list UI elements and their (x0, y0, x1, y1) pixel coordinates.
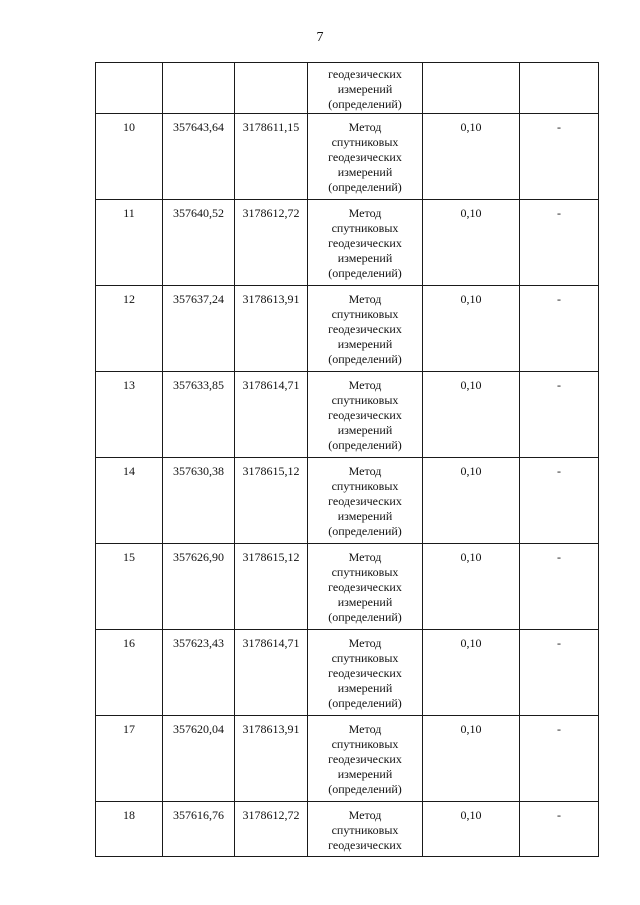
accuracy-cell: 0,10 (423, 200, 520, 286)
method-line: спутниковых (331, 565, 399, 579)
method-line: (определений) (328, 438, 402, 452)
point-number-cell (96, 63, 163, 114)
point-number-cell: 10 (96, 114, 163, 200)
note-cell: - (520, 802, 599, 857)
method-line: Метод (348, 206, 382, 220)
method-line: (определений) (328, 180, 402, 194)
point-number-cell: 15 (96, 544, 163, 630)
accuracy-cell: 0,10 (423, 286, 520, 372)
method-line: измерений (337, 595, 393, 609)
method-cell (308, 372, 423, 458)
method-line: (определений) (328, 610, 402, 624)
accuracy-cell: 0,10 (423, 372, 520, 458)
method-line: геодезических (328, 838, 402, 852)
method-line: спутниковых (331, 823, 399, 837)
y-coordinate-cell: 3178613,91 (235, 286, 308, 372)
method-line: (определений) (328, 97, 402, 111)
note-cell: - (520, 716, 599, 802)
method-cell (308, 200, 423, 286)
method-line: геодезических (328, 666, 402, 680)
accuracy-cell: 0,10 (423, 458, 520, 544)
x-coordinate-cell: 357616,76 (163, 802, 235, 857)
method-line: измерений (337, 165, 393, 179)
accuracy-cell: 0,10 (423, 544, 520, 630)
note-cell: - (520, 372, 599, 458)
table-row (96, 114, 599, 200)
method-line: спутниковых (331, 651, 399, 665)
note-cell: - (520, 286, 599, 372)
method-line: геодезических (328, 236, 402, 250)
table-row (96, 716, 599, 802)
accuracy-cell (423, 63, 520, 114)
table-row (96, 286, 599, 372)
note-cell: - (520, 458, 599, 544)
method-cell (308, 544, 423, 630)
method-line: измерений (337, 509, 393, 523)
method-line: геодезических (328, 580, 402, 594)
x-coordinate-cell: 357620,04 (163, 716, 235, 802)
y-coordinate-cell: 3178613,91 (235, 716, 308, 802)
method-cell (308, 286, 423, 372)
method-line: геодезических (328, 322, 402, 336)
note-cell: - (520, 544, 599, 630)
method-line: геодезических (328, 494, 402, 508)
x-coordinate-cell (163, 63, 235, 114)
method-line: спутниковых (331, 393, 399, 407)
table-row (96, 802, 599, 857)
method-line: геодезических (328, 408, 402, 422)
x-coordinate-cell: 357630,38 (163, 458, 235, 544)
accuracy-cell: 0,10 (423, 716, 520, 802)
method-line: спутниковых (331, 479, 399, 493)
y-coordinate-cell: 3178614,71 (235, 372, 308, 458)
method-line: Метод (348, 292, 382, 306)
y-coordinate-cell (235, 63, 308, 114)
y-coordinate-cell: 3178611,15 (235, 114, 308, 200)
method-line: спутниковых (331, 221, 399, 235)
method-cell (308, 63, 423, 114)
method-line: измерений (337, 681, 393, 695)
point-number-cell: 16 (96, 630, 163, 716)
point-number-cell: 13 (96, 372, 163, 458)
y-coordinate-cell: 3178615,12 (235, 458, 308, 544)
y-coordinate-cell: 3178614,71 (235, 630, 308, 716)
method-line: Метод (348, 120, 382, 134)
method-cell (308, 716, 423, 802)
method-line: Метод (348, 722, 382, 736)
method-line: измерений (337, 82, 393, 96)
x-coordinate-cell: 357643,64 (163, 114, 235, 200)
method-cell (308, 458, 423, 544)
note-cell: - (520, 200, 599, 286)
note-cell: - (520, 114, 599, 200)
table-row (96, 458, 599, 544)
page-number: 7 (316, 30, 324, 45)
note-cell (520, 63, 599, 114)
method-line: Метод (348, 550, 382, 564)
x-coordinate-cell: 357623,43 (163, 630, 235, 716)
method-line: (определений) (328, 352, 402, 366)
point-number-cell: 17 (96, 716, 163, 802)
method-line: спутниковых (331, 135, 399, 149)
y-coordinate-cell: 3178612,72 (235, 802, 308, 857)
x-coordinate-cell: 357637,24 (163, 286, 235, 372)
method-line: (определений) (328, 696, 402, 710)
method-cell (308, 630, 423, 716)
method-line: Метод (348, 378, 382, 392)
x-coordinate-cell: 357633,85 (163, 372, 235, 458)
method-line: измерений (337, 767, 393, 781)
method-line: измерений (337, 423, 393, 437)
method-line: геодезических (328, 150, 402, 164)
method-cell (308, 114, 423, 200)
point-number-cell: 11 (96, 200, 163, 286)
method-line: спутниковых (331, 307, 399, 321)
accuracy-cell: 0,10 (423, 114, 520, 200)
table-row-continued (96, 63, 599, 114)
method-line: Метод (348, 808, 382, 822)
method-line: (определений) (328, 266, 402, 280)
point-number-cell: 12 (96, 286, 163, 372)
table-body (96, 63, 599, 857)
accuracy-cell: 0,10 (423, 630, 520, 716)
table-row (96, 200, 599, 286)
note-cell: - (520, 630, 599, 716)
table-row (96, 630, 599, 716)
table-row (96, 372, 599, 458)
accuracy-cell: 0,10 (423, 802, 520, 857)
x-coordinate-cell: 357640,52 (163, 200, 235, 286)
point-number-cell: 14 (96, 458, 163, 544)
method-line: геодезических (328, 752, 402, 766)
coordinates-table (95, 62, 599, 857)
method-line: Метод (348, 464, 382, 478)
method-line: спутниковых (331, 737, 399, 751)
method-line: измерений (337, 337, 393, 351)
method-cell (308, 802, 423, 857)
point-number-cell: 18 (96, 802, 163, 857)
method-line: Метод (348, 636, 382, 650)
y-coordinate-cell: 3178615,12 (235, 544, 308, 630)
method-line: (определений) (328, 524, 402, 538)
table-row (96, 544, 599, 630)
x-coordinate-cell: 357626,90 (163, 544, 235, 630)
method-line: измерений (337, 251, 393, 265)
method-line: геодезических (328, 67, 402, 81)
y-coordinate-cell: 3178612,72 (235, 200, 308, 286)
method-line: (определений) (328, 782, 402, 796)
